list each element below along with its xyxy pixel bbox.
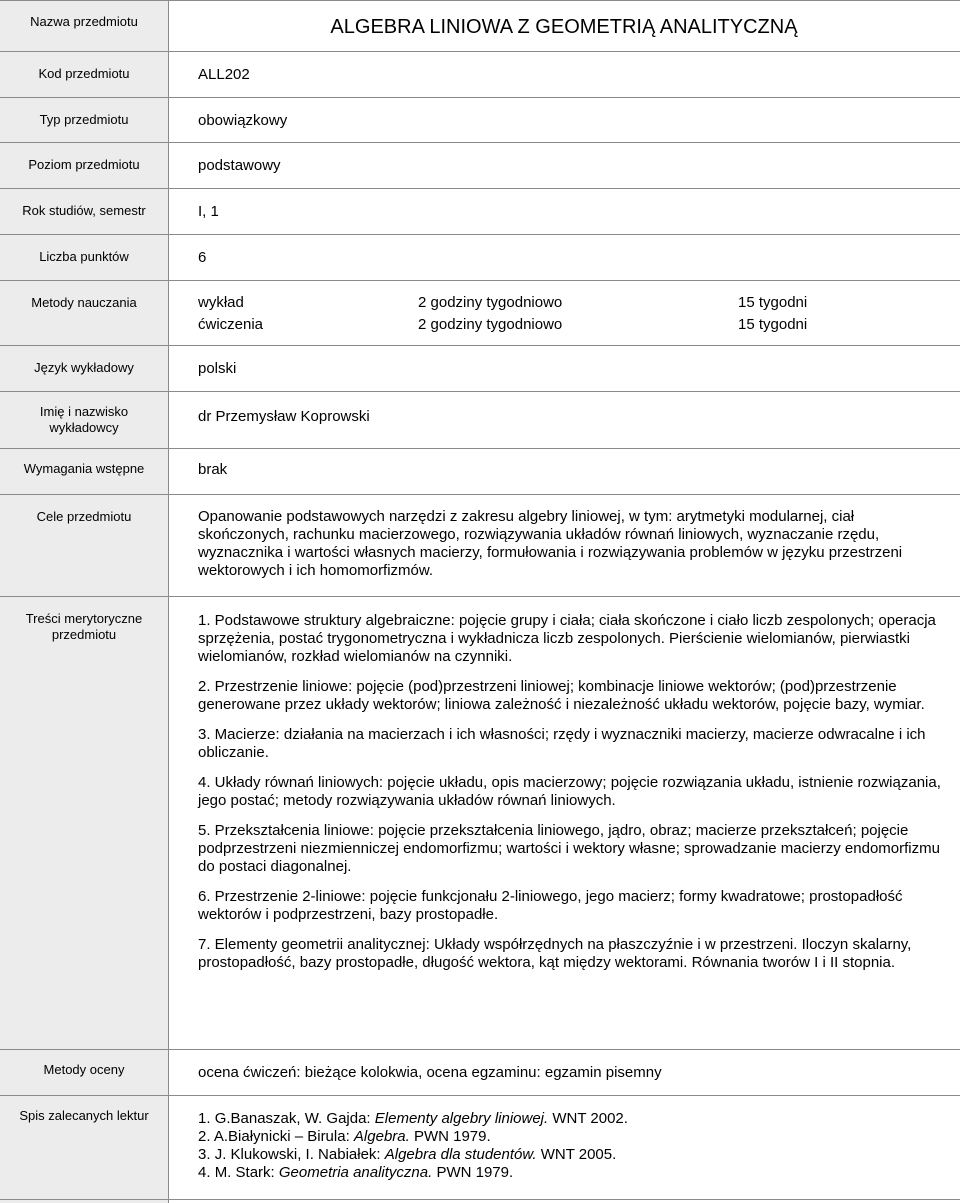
label-teaching-methods: Metody nauczania xyxy=(31,295,137,310)
row-divider xyxy=(0,280,960,281)
course-code: ALL202 xyxy=(198,66,250,83)
content-item: 4. Układy równań liniowych: pojęcie układu, opis macierzowy; pojęcie rozwiązania układu, istnienie rozwiązania, jego postać; metody rozwiązywania układów równań liniowych. xyxy=(198,774,941,809)
row-divider xyxy=(0,494,960,495)
label-assessment: Metody oceny xyxy=(43,1062,125,1077)
method-hours-lecture: 2 godziny tygodniowo xyxy=(418,294,563,311)
year-semester: I, 1 xyxy=(198,203,219,220)
course-type: obowiązkowy xyxy=(198,112,288,129)
label-lecturer xyxy=(0,404,168,436)
label-course-name: Nazwa przedmiotu xyxy=(30,14,138,29)
assessment-methods: ocena ćwiczeń: bieżące kolokwia, ocena egzaminu: egzamin pisemny xyxy=(198,1064,662,1081)
label-course-level: Poziom przedmiotu xyxy=(28,157,140,172)
label-course-type: Typ przedmiotu xyxy=(39,112,129,127)
course-content xyxy=(198,612,943,984)
course-level: podstawowy xyxy=(198,157,281,174)
course-goals: Opanowanie podstawowych narzędzi z zakresu algebry liniowej, w tym: arytmetyki modularnej, ciał skończonych, rachunku macierzowego, rozwiązywania układów równań liniowych, wyznaczanie rzędu, wyznacznika i wartości własnych macierzy, formułowania i rozwiązywania problemów w języku przestrzeni wektorowych i ich homomorfizmów. xyxy=(198,508,903,579)
row-divider xyxy=(0,1049,960,1050)
row-divider xyxy=(0,596,960,597)
label-literature: Spis zalecanych lektur xyxy=(19,1108,149,1123)
content-item: 1. Podstawowe struktury algebraiczne: pojęcie grupy i ciała; ciała skończone i ciało liczb zespolonych; operacja sprzężenia, postać trygonometryczna i wykładnicza liczb zespolonych. Pierścienie wielomianów, pierwiastki wielomianów, rozkład wielomianów na czynniki. xyxy=(198,612,936,665)
row-divider xyxy=(0,391,960,392)
row-divider xyxy=(0,345,960,346)
row-divider xyxy=(0,188,960,189)
literature-item: 1. G.Banaszak, W. Gajda: Elementy algebry liniowej. WNT 2002. xyxy=(198,1110,628,1127)
label-language: Język wykładowy xyxy=(34,360,134,375)
label-content-line2: przedmiotu xyxy=(51,627,117,642)
method-weeks-lecture: 15 tygodni xyxy=(738,294,808,311)
label-goals: Cele przedmiotu xyxy=(36,509,132,524)
label-credits: Liczba punktów xyxy=(39,249,129,264)
literature-item: 2. A.Białynicki – Birula: Algebra. PWN 1979. xyxy=(198,1128,491,1145)
label-prerequisites: Wymagania wstępne xyxy=(23,461,145,476)
label-column xyxy=(0,0,168,1203)
content-item: 2. Przestrzenie liniowe: pojęcie (pod)przestrzeni liniowej; kombinacje liniowe wektorów; (pod)przestrzenie generowane przez układy wektorów; liniowa zależność i niezależność układu wektorów, pojęcie bazy, wymiar. xyxy=(198,678,925,713)
row-divider xyxy=(0,234,960,235)
lecturer-name: dr Przemysław Koprowski xyxy=(198,408,370,425)
literature-item: 4. M. Stark: Geometria analityczna. PWN 1979. xyxy=(198,1164,514,1181)
label-content-line1: Treści merytoryczne xyxy=(25,611,143,626)
content-item: 7. Elementy geometrii analitycznej: Układy współrzędnych na płaszczyźnie i w przestrzeni. Iloczyn skalarny, prostopadłość, bazy prostopadłe, długość wektora, kąt między wektorami. Równania tworów I i II stopnia. xyxy=(198,936,912,971)
column-divider xyxy=(168,0,169,1203)
label-course-code: Kod przedmiotu xyxy=(38,66,130,81)
row-divider xyxy=(0,448,960,449)
row-divider xyxy=(0,1095,960,1096)
row-divider xyxy=(0,0,960,1)
content-item: 5. Przekształcenia liniowe: pojęcie przekształcenia liniowego, jądro, obraz; macierze przekształceń; pojęcie podprzestrzeni niezmienniczej endomorfizmu; wartości i wektory własne; sprowadzanie macierzy endomorfizmu do postaci diagonalnej. xyxy=(198,822,940,875)
method-form-lecture: wykład xyxy=(198,294,244,311)
course-title: ALGEBRA LINIOWA Z GEOMETRIĄ ANALITYCZNĄ xyxy=(330,16,798,38)
row-divider xyxy=(0,142,960,143)
method-form-exercises: ćwiczenia xyxy=(198,316,264,333)
literature-list xyxy=(198,1110,943,1182)
row-divider xyxy=(0,51,960,52)
content-item: 3. Macierze: działania na macierzach i ich własności; rzędy i wyznaczniki macierzy, macierze odwracalne i ich obliczanie. xyxy=(198,726,926,761)
row-divider xyxy=(0,1199,960,1200)
label-lecturer-line2: wykładowcy xyxy=(49,420,119,435)
label-lecturer-line1: Imię i nazwisko xyxy=(39,404,129,419)
prerequisites: brak xyxy=(198,461,228,478)
method-weeks-exercises: 15 tygodni xyxy=(738,316,808,333)
literature-item: 3. J. Klukowski, I. Nabiałek: Algebra dla studentów. WNT 2005. xyxy=(198,1146,617,1163)
row-divider xyxy=(0,97,960,98)
label-year-semester: Rok studiów, semestr xyxy=(22,203,146,218)
label-content xyxy=(0,611,168,643)
lecture-language: polski xyxy=(198,360,237,377)
method-hours-exercises: 2 godziny tygodniowo xyxy=(418,316,563,333)
content-item: 6. Przestrzenie 2-liniowe: pojęcie funkcjonału 2-liniowego, jego macierz; formy kwadratowe; prostopadłość wektorów i podprzestrzeni, bazy prostopadłe. xyxy=(198,888,903,923)
credit-points: 6 xyxy=(198,249,207,266)
